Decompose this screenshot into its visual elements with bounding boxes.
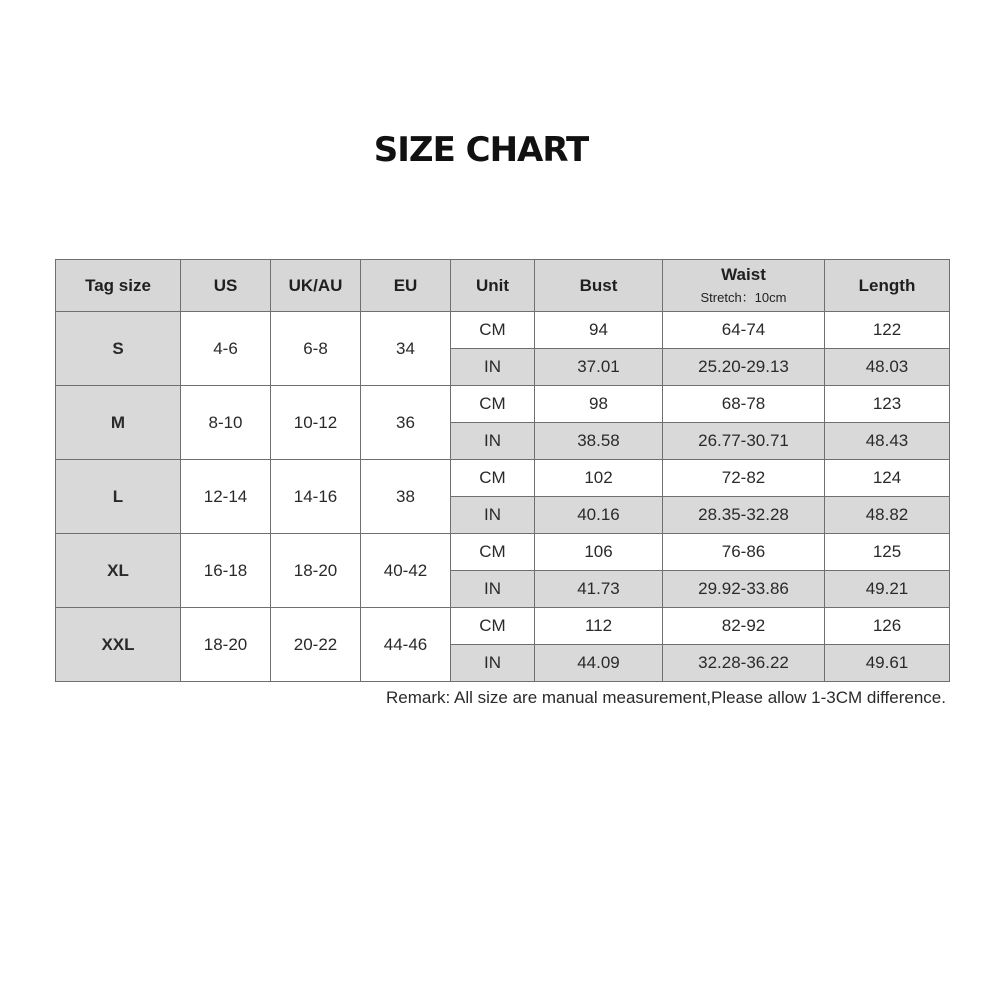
tag-size-cell: M [56,386,181,460]
eu-cell: 44-46 [361,608,451,682]
us-cell: 16-18 [181,534,271,608]
bust-cell: 102 [535,460,663,497]
tag-size-cell: XXL [56,608,181,682]
eu-cell: 40-42 [361,534,451,608]
ukau-cell: 20-22 [271,608,361,682]
waist-cell: 32.28-36.22 [663,645,825,682]
table-row [56,386,950,423]
header-row [56,260,950,312]
us-cell: 18-20 [181,608,271,682]
bust-cell: 98 [535,386,663,423]
unit-cell: CM [451,460,535,497]
eu-cell: 34 [361,312,451,386]
length-cell: 49.61 [825,645,950,682]
us-cell: 12-14 [181,460,271,534]
unit-cell: CM [451,386,535,423]
bust-cell: 40.16 [535,497,663,534]
waist-cell: 29.92-33.86 [663,571,825,608]
length-cell: 49.21 [825,571,950,608]
tag-size-cell: L [56,460,181,534]
waist-cell: 28.35-32.28 [663,497,825,534]
bust-cell: 38.58 [535,423,663,460]
header-waist [663,260,825,312]
waist-cell: 64-74 [663,312,825,349]
unit-cell: CM [451,608,535,645]
bust-cell: 41.73 [535,571,663,608]
unit-cell: CM [451,534,535,571]
bust-cell: 94 [535,312,663,349]
table-row [56,312,950,349]
ukau-cell: 14-16 [271,460,361,534]
size-rows [56,312,950,682]
unit-cell: IN [451,645,535,682]
length-cell: 123 [825,386,950,423]
page-title: SIZE CHART [373,130,589,170]
length-cell: 48.82 [825,497,950,534]
header-ukau: UK/AU [271,260,361,312]
ukau-cell: 18-20 [271,534,361,608]
header-waist-stretch: Stretch：10cm [700,290,787,305]
length-cell: 126 [825,608,950,645]
table-row [56,534,950,571]
size-chart-table [55,259,950,682]
bust-cell: 37.01 [535,349,663,386]
bust-cell: 106 [535,534,663,571]
bust-cell: 44.09 [535,645,663,682]
us-cell: 8-10 [181,386,271,460]
header-length: Length [825,260,950,312]
length-cell: 124 [825,460,950,497]
ukau-cell: 10-12 [271,386,361,460]
header-us: US [181,260,271,312]
length-cell: 48.03 [825,349,950,386]
waist-cell: 68-78 [663,386,825,423]
unit-cell: IN [451,497,535,534]
table-row [56,608,950,645]
remark-note: Remark: All size are manual measurement,Please allow 1-3CM difference. [386,688,946,707]
unit-cell: IN [451,423,535,460]
unit-cell: IN [451,349,535,386]
header-tag-size: Tag size [56,260,181,312]
tag-size-cell: S [56,312,181,386]
ukau-cell: 6-8 [271,312,361,386]
header-bust: Bust [535,260,663,312]
unit-cell: IN [451,571,535,608]
length-cell: 48.43 [825,423,950,460]
header-unit: Unit [451,260,535,312]
waist-cell: 26.77-30.71 [663,423,825,460]
tag-size-cell: XL [56,534,181,608]
waist-cell: 72-82 [663,460,825,497]
eu-cell: 38 [361,460,451,534]
us-cell: 4-6 [181,312,271,386]
waist-cell: 82-92 [663,608,825,645]
waist-cell: 76-86 [663,534,825,571]
length-cell: 125 [825,534,950,571]
header-waist-label: Waist [721,265,766,284]
waist-cell: 25.20-29.13 [663,349,825,386]
unit-cell: CM [451,312,535,349]
header-eu: EU [361,260,451,312]
length-cell: 122 [825,312,950,349]
table-row [56,460,950,497]
eu-cell: 36 [361,386,451,460]
bust-cell: 112 [535,608,663,645]
